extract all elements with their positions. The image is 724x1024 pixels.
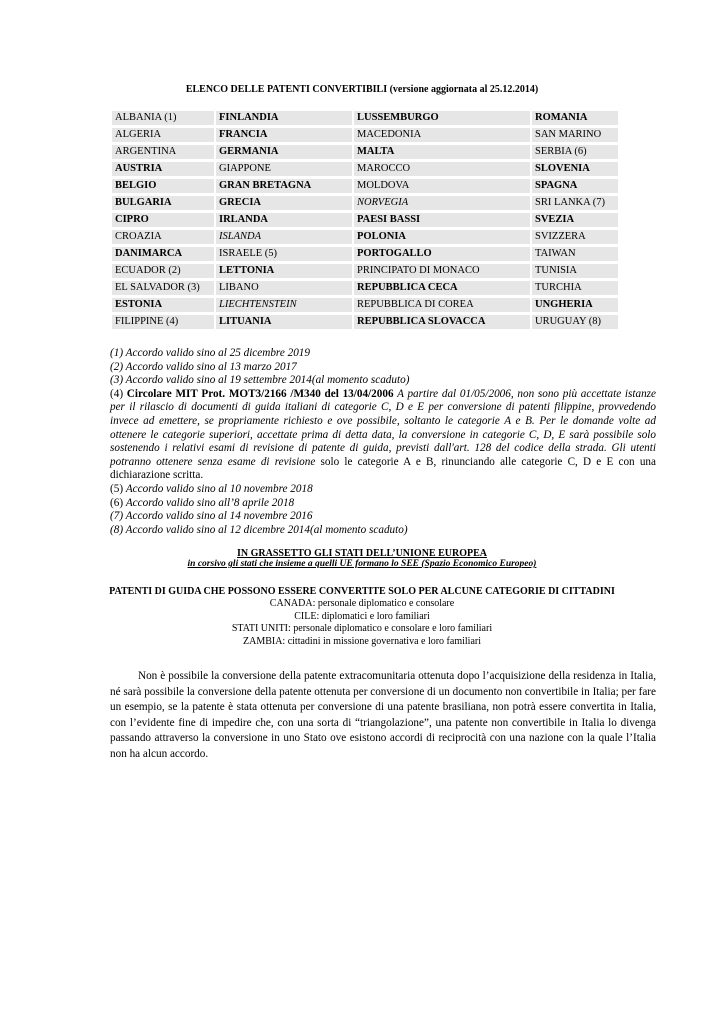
footnotes [110, 347, 656, 537]
country-cell: DANIMARCA [112, 247, 214, 261]
country-cell: GRAN BRETAGNA [216, 179, 352, 193]
country-cell: LIBANO [216, 281, 352, 295]
special-categories [0, 586, 724, 648]
country-cell: SPAGNA [532, 179, 618, 193]
country-table [110, 108, 620, 332]
country-cell: SVIZZERA [532, 230, 618, 244]
special-item-cile: CILE: diplomatici e loro familiari [294, 610, 430, 622]
legend-eu: IN GRASSETTO GLI STATI DELL’UNIONE EUROPEA [237, 548, 487, 559]
country-cell: LIECHTENSTEIN [216, 298, 352, 312]
note-3: (3) Accordo valido sino al 19 settembre 2014(al momento scaduto) [110, 374, 410, 387]
country-cell: PORTOGALLO [354, 247, 530, 261]
country-cell: GRECIA [216, 196, 352, 210]
note-4-circular: Circolare MIT Prot. MOT3/2166 /M340 del 13/04/2006 [126, 387, 394, 400]
country-cell: ECUADOR (2) [112, 264, 214, 278]
country-cell: NORVEGIA [354, 196, 530, 210]
note-6-number: (6) [110, 496, 126, 509]
country-cell: MALTA [354, 145, 530, 159]
table-row [112, 247, 618, 261]
legend [0, 548, 724, 569]
table-row [112, 264, 618, 278]
country-cell: TAIWAN [532, 247, 618, 261]
country-cell: SERBIA (6) [532, 145, 618, 159]
country-cell: ISLANDA [216, 230, 352, 244]
final-paragraph: Non è possibile la conversione della patente extracomunitaria ottenuta dopo l’acquisizione della residenza in Italia, né sarà possibile la conversione della patente ottenuta per conversione di un documento non convertibile in Italia; per fare un esempio, se la patente è stata ottenuta per conversione di una patente brasiliana, non potrà essere convertita in Italia, con l’evidente fine di impedire che, con una sorta di “triangolazione”, una patente non convertibile in Italia lo divenga passando attraverso la conversione in uno Stato ove esistono accordi di reciprocità con una nazione con la quale l’Italia non ha alcun accordo. [110, 670, 656, 760]
table-row [112, 230, 618, 244]
legend-see: in corsivo gli stati che insieme a quelli UE formano lo SEE (Spazio Economico Europeo) [187, 559, 537, 569]
note-7: (7) Accordo valido sino al 14 novembre 2016 [110, 510, 313, 523]
note-4-tail: solo le categorie A e B, rinunciando alle categorie C, D e E con una dichiarazione scritta. [110, 455, 656, 482]
table-row [112, 162, 618, 176]
country-cell: POLONIA [354, 230, 530, 244]
country-cell: REPUBBLICA SLOVACCA [354, 315, 530, 329]
note-4-text: A partire dal 01/05/2006, non sono più accettate istanze per il rilascio di documenti di guida italiani di categorie C, D e E per conversione di patenti filippine, provvedendo invece ad emettere, se propriamente richiesto e ove possibile, soltanto le categorie A e B. Per le domande volte ad ottenere le categorie superiori, accettate prima di detta data, la conversione in categorie C, D, E sarà possibile solo sostenendo i relativi esami di revisione di patente di guida, previsti dall'art. 128 del codice della strada. Gli utenti potranno ottenere senza esame di revisione [110, 387, 656, 468]
country-cell: PAESI BASSI [354, 213, 530, 227]
country-cell: TUNISIA [532, 264, 618, 278]
table-row [112, 196, 618, 210]
table-row [112, 315, 618, 329]
country-cell: REPUBBLICA DI COREA [354, 298, 530, 312]
country-cell: MOLDOVA [354, 179, 530, 193]
note-5-number: (5) [110, 482, 126, 495]
country-cell: CIPRO [112, 213, 214, 227]
note-5 [110, 483, 656, 497]
country-cell: ESTONIA [112, 298, 214, 312]
country-cell: IRLANDA [216, 213, 352, 227]
country-cell: GERMANIA [216, 145, 352, 159]
country-cell: FRANCIA [216, 128, 352, 142]
country-cell: AUSTRIA [112, 162, 214, 176]
country-cell: UNGHERIA [532, 298, 618, 312]
country-cell: SRI LANKA (7) [532, 196, 618, 210]
special-item-stati-uniti: STATI UNITI: personale diplomatico e consolare e loro familiari [231, 623, 493, 635]
country-cell: BELGIO [112, 179, 214, 193]
note-4 [110, 388, 656, 483]
table-row [112, 179, 618, 193]
country-cell: ROMANIA [532, 111, 618, 125]
note-2: (2) Accordo valido sino al 13 marzo 2017 [110, 360, 297, 373]
country-table-body [112, 111, 618, 329]
country-cell: ALBANIA (1) [112, 111, 214, 125]
country-cell: SAN MARINO [532, 128, 618, 142]
table-row [112, 128, 618, 142]
special-heading: PATENTI DI GUIDA CHE POSSONO ESSERE CONVERTITE SOLO PER ALCUNE CATEGORIE DI CITTADINI [109, 586, 615, 597]
country-cell: MACEDONIA [354, 128, 530, 142]
country-cell: FILIPPINE (4) [112, 315, 214, 329]
country-cell: LITUANIA [216, 315, 352, 329]
note-1: (1) Accordo valido sino al 25 dicembre 2019 [110, 347, 310, 359]
country-cell: EL SALVADOR (3) [112, 281, 214, 295]
country-cell: MAROCCO [354, 162, 530, 176]
country-cell: LETTONIA [216, 264, 352, 278]
special-item-canada: CANADA: personale diplomatico e consolare [269, 598, 455, 610]
country-cell: SLOVENIA [532, 162, 618, 176]
special-item-zambia: ZAMBIA: cittadini in missione governativa e loro familiari [242, 635, 481, 647]
country-cell: REPUBBLICA CECA [354, 281, 530, 295]
country-cell: LUSSEMBURGO [354, 111, 530, 125]
note-6 [110, 497, 656, 511]
country-cell: CROAZIA [112, 230, 214, 244]
country-cell: ARGENTINA [112, 145, 214, 159]
document-title: ELENCO DELLE PATENTI CONVERTIBILI (versione aggiornata al 25.12.2014) [185, 84, 539, 95]
table-row [112, 145, 618, 159]
note-4-number: (4) [110, 387, 127, 400]
country-cell: BULGARIA [112, 196, 214, 210]
note-5-text: Accordo valido sino al 10 novembre 2018 [125, 482, 313, 495]
table-row [112, 298, 618, 312]
country-cell: URUGUAY (8) [532, 315, 618, 329]
table-row [112, 111, 618, 125]
table-row [112, 281, 618, 295]
country-cell: GIAPPONE [216, 162, 352, 176]
country-cell: ISRAELE (5) [216, 247, 352, 261]
table-row [112, 213, 618, 227]
country-cell: ALGERIA [112, 128, 214, 142]
note-6-text: Accordo valido sino all’8 aprile 2018 [125, 496, 295, 509]
country-cell: PRINCIPATO DI MONACO [354, 264, 530, 278]
country-cell: SVEZIA [532, 213, 618, 227]
country-cell: TURCHIA [532, 281, 618, 295]
note-8: (8) Accordo valido sino al 12 dicembre 2014(al momento scaduto) [110, 523, 408, 536]
country-cell: FINLANDIA [216, 111, 352, 125]
